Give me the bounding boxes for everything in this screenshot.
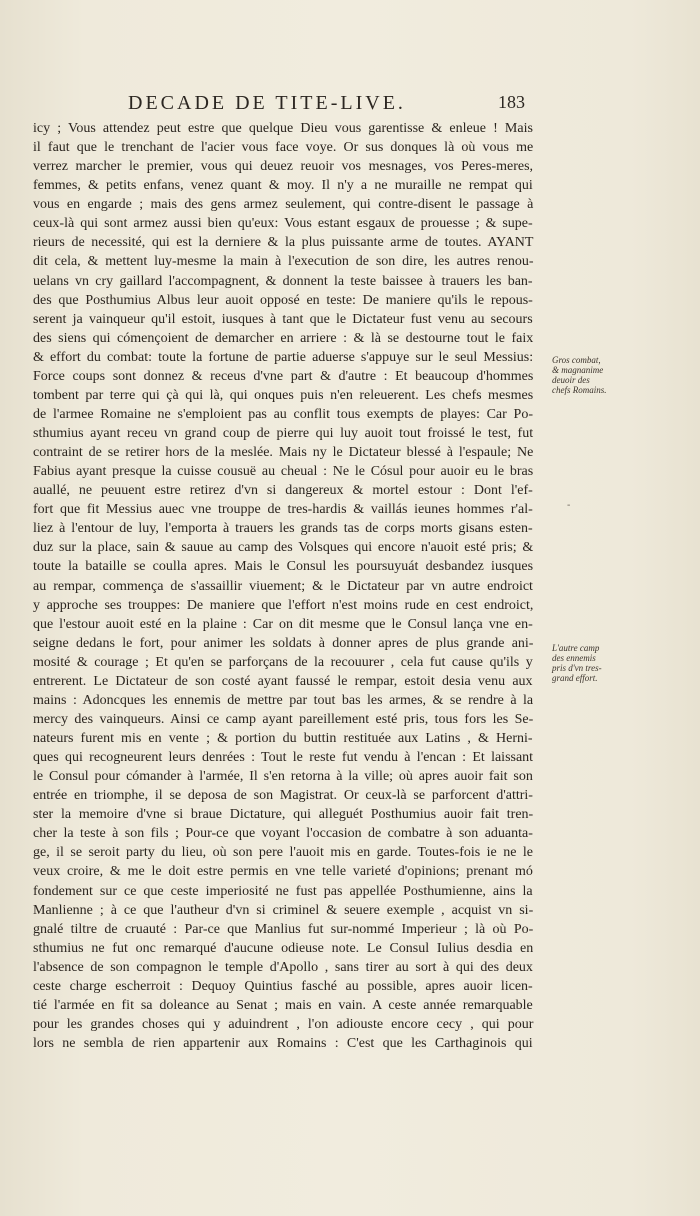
marginal-note-combat xyxy=(552,355,607,395)
marginal-note-line: pris d'vn tres- xyxy=(552,663,602,673)
text-line: mercy des vainqueurs. Ainsi ce camp ayant pareillement esté pris, tous fors les Se- xyxy=(33,711,534,727)
page-number: 183 xyxy=(498,92,525,112)
text-line: lors ne sembla de rien appartenir aux Romains : C'est que les Carthaginois qui xyxy=(33,1036,533,1051)
text-line: Force coups sont donnez & receus d'vne part & d'autre : Et beaucoup d'hommes xyxy=(33,368,534,384)
text-line: seigne dedans le fort, pour animer les soldats à donner apres de plus grande ani- xyxy=(33,635,534,651)
text-line: le Consul pour cómander à l'armée, Il s'en retorna à la ville; où apres auoir fait son xyxy=(33,769,533,785)
marginal-note-line: grand effort. xyxy=(552,673,598,683)
text-line: auallé, ne peuuent estre retirez d'vn si dangereux & mortel estour : Dont l'ef- xyxy=(33,483,533,499)
marginal-note-enemy-camp xyxy=(552,643,602,683)
text-line: uelans vn cry gaillard l'accompagnent, & donnent la teste baissee à trauers les ban- xyxy=(33,273,533,289)
marginal-note-line: deuoir des xyxy=(552,375,590,385)
text-line: liez à l'entour de luy, l'emporta à trauers les grands tas de corps morts gisans esten- xyxy=(33,521,533,537)
text-line: icy ; Vous attendez peut estre que quelque Dieu vous garentisse & enleue ! Mais xyxy=(33,121,533,136)
text-line: il faut que le trenchant de l'acier vous face voye. Or sus donques là où vous me xyxy=(33,140,534,156)
text-line: sthumius ayant receu vn grand coup de pierre qui luy auoit tout froissé le test, fut xyxy=(33,426,534,441)
text-line: ques qui recogneurent leurs denrées : Tout le reste fut vendu à l'encan : Et laissant xyxy=(33,750,534,766)
text-line: y approche ses trouppes: De maniere que l'effort n'est moins rude en cest endroict, xyxy=(33,597,534,613)
text-line: & effort du combat: toute la fortune de partie aduerse s'appuye sur le seul Messius: xyxy=(33,349,534,365)
marginal-note-line: & magnanime xyxy=(552,365,604,375)
text-line: ge, il se seroit party du lieu, où son pere l'auoit mis en garde. Toutes-fois ie ne le xyxy=(33,845,533,861)
text-line: femmes, & petits enfans, venez quant & moy. Il n'y a ne muraille ne rempat qui xyxy=(33,178,533,194)
text-line: mains : Adoncques les ennemis de mettre par tout bas les armes, & se rendre à la xyxy=(33,692,534,708)
text-line: l'absence de son compagnon le temple d'Apollo , sans tirer au sort à qui des deux xyxy=(33,959,533,975)
text-line: entrée en triomphe, il se deposa de son Magistrat. Or ceux-là se parforcent d'attri- xyxy=(33,788,533,804)
text-line: Manlienne ; à ce que l'autheur d'vn si criminel & seuere exemple , acquist vn si- xyxy=(33,902,534,918)
text-line: des que Posthumius Albus leur auoit opposé en teste: De maniere qu'ils le repous- xyxy=(33,292,533,308)
text-line: tié l'armée en fit sa doleance au Senat ; mais en vain. A ceste année remarquable xyxy=(33,997,533,1013)
text-line: fort que fit Messius auec vne trouppe de tres-hardis & vaillás ieunes hommes r'al- xyxy=(33,502,533,518)
text-line: que l'estour auoit esté en la plaine : Car on dit mesme que le Consul lança vne en- xyxy=(33,616,533,632)
text-line: fondement sur ce que ceste imperiosité ne fust pas appellée Posthumienne, ains la xyxy=(33,883,533,899)
text-line: de l'armee Romaine ne s'emploient pas au conflit tous exempts de playes: Car Po- xyxy=(33,406,533,422)
text-line: contraint de se retirer hors de la meslée. Mais ny le Dictateur blessé à l'espaule; Ne xyxy=(33,445,534,461)
text-line: rieurs de necessité, qui est la derniere & la plus puissante arme de toutes. AYANT xyxy=(33,235,534,251)
text-line: toute la bataille se coulla apres. Mais le Consul les poursuyuát desbandez iusques xyxy=(33,559,534,575)
text-line: gnalé tiltre de cruauté : Par-ce que Manlius fut sur-nommé Imperieur ; là où Po- xyxy=(33,921,534,937)
text-line: sthumius ne fut onc remarqué d'aucune odieuse note. Le Consul Iulius desdia en xyxy=(33,940,534,956)
text-line: tombent par terre qui çà qui là, qui onques puis n'en releuerent. Les chefs mesmes xyxy=(33,387,534,403)
text-line: ster la memoire d'vne si braue Dictature, qui alleguét Posthumius auoir fait tren- xyxy=(33,807,534,823)
marginal-note-line: Gros combat, xyxy=(552,355,601,365)
body-text xyxy=(33,119,533,1053)
text-line: au rempar, commença de s'assaillir viuement; & le Dictateur par vn autre endroict xyxy=(33,578,533,594)
text-line: duz sur la place, sain & sauue au camp des Volsques qui encore n'auoit esté pris; & xyxy=(33,540,534,556)
text-line: pour les grandes choses qui y aduindrent , l'on adiouste encore cecy , qui pour xyxy=(33,1016,534,1032)
text-line: veux croire, & me le doit estre permis en vne telle varieté d'opinions; prenant mó xyxy=(33,864,533,880)
marginal-note-line: des ennemis xyxy=(552,653,596,663)
text-line: nateurs furent mis en vente ; & portion du buttin restituée aux Latins , & Herni- xyxy=(33,731,533,746)
marginal-note-line: chefs Romains. xyxy=(552,385,607,395)
text-line: ceux-là qui sont armez aussi bien qu'eux: Vous estant esgaux de prouesse ; & supe- xyxy=(33,216,533,232)
text-line: dit cela, & mettent luy-mesme la main à l'execution de son dire, les autres renou- xyxy=(33,254,534,270)
text-line: serent ja vainqueur qu'il estoit, iusques à tant que le Dictateur fust venu au secours xyxy=(33,311,533,327)
margin-mark: - xyxy=(567,500,571,511)
text-line: mosité & courage ; Et qu'en se parforçans de la recouurer , cela fut cause qu'ils y xyxy=(33,654,533,670)
text-line: ceste charge escherroit : Dequoy Quintius fasché au possible, apres auoir licen- xyxy=(33,978,533,994)
text-line: des siens qui cómençoient de demarcher en arriere : & là se destourne tout le faix xyxy=(33,330,534,346)
marginal-note-line: L'autre camp xyxy=(552,643,600,653)
text-line: vous en engarde ; mais des gens armez seulement, qui contre-disent le passage à xyxy=(33,197,534,213)
text-line: entrerent. Le Dictateur de son costé ayant faussé le rempar, estoit desia venu aux xyxy=(33,673,533,689)
text-line: Fabius ayant presque la cuisse cousuë au cheual : Ne le Cósul pour auoir eu le bras xyxy=(33,464,534,480)
text-line: cher la teste à son fils ; Pour-ce que voyant l'occasion de combatre à son aduanta- xyxy=(33,826,533,842)
running-title: DECADE DE TITE-LIVE. xyxy=(128,92,406,114)
text-line: verrez marcher le premier, vous qui deuez reuoir vos mesnages, vos Peres-meres, xyxy=(33,159,534,175)
